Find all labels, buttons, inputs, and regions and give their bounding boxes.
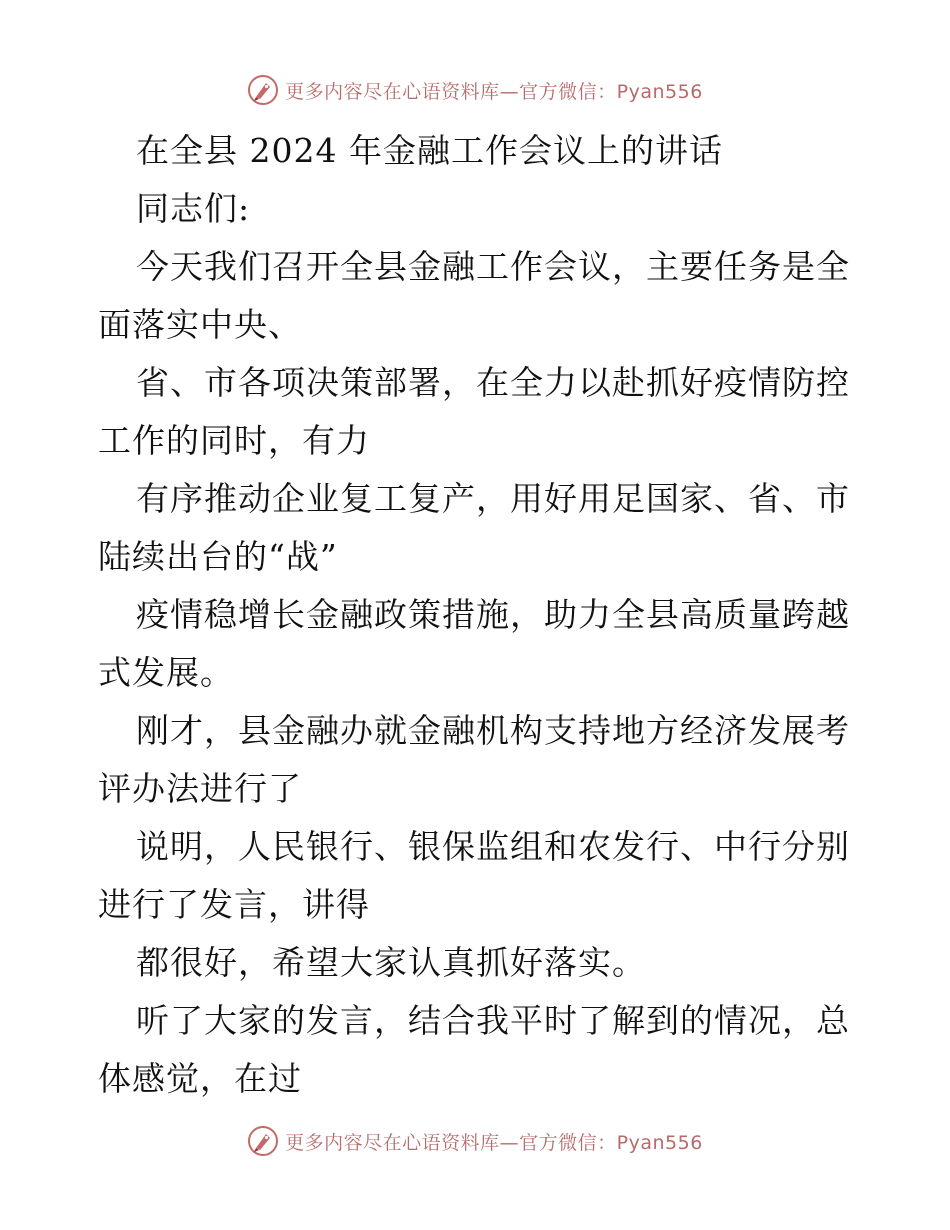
header-watermark xyxy=(0,70,950,110)
text-line: 省、市各项决策部署，在全力以赴抓好疫情防控 xyxy=(136,363,850,402)
footer-watermark xyxy=(0,1121,950,1161)
text-line: 陆续出台的“战” xyxy=(98,537,338,576)
text-line: 评办法进行了 xyxy=(98,769,302,808)
text-line: 有序推动企业复工复产，用好用足国家、省、市 xyxy=(136,479,850,518)
document-body xyxy=(98,122,858,1108)
text-line: 进行了发言，讲得 xyxy=(98,885,370,924)
pen-nib-logo-icon xyxy=(247,1125,279,1157)
text-line: 都很好，希望大家认真抓好落实。 xyxy=(136,943,646,982)
text-line: 疫情稳增长金融政策措施，助力全县高质量跨越 xyxy=(136,595,850,634)
document-title: 在全县 2024 年金融工作会议上的讲话 xyxy=(136,131,723,170)
text-line: 听了大家的发言，结合我平时了解到的情况，总 xyxy=(136,1001,850,1040)
text-line: 式发展。 xyxy=(98,653,234,692)
text-line: 体感觉，在过 xyxy=(98,1059,302,1098)
watermark-text: 更多内容尽在心语资料库—官方微信：Pyan556 xyxy=(285,80,703,103)
pen-nib-logo-icon xyxy=(247,74,279,106)
text-line: 刚才，县金融办就金融机构支持地方经济发展考 xyxy=(136,711,850,750)
text-line: 工作的同时，有力 xyxy=(98,421,370,460)
text-line: 面落实中央、 xyxy=(98,305,302,344)
text-line: 说明，人民银行、银保监组和农发行、中行分别 xyxy=(136,827,850,866)
watermark-text: 更多内容尽在心语资料库—官方微信：Pyan556 xyxy=(285,1131,703,1154)
text-line: 今天我们召开全县金融工作会议，主要任务是全 xyxy=(136,247,850,286)
text-line: 同志们: xyxy=(136,189,251,228)
